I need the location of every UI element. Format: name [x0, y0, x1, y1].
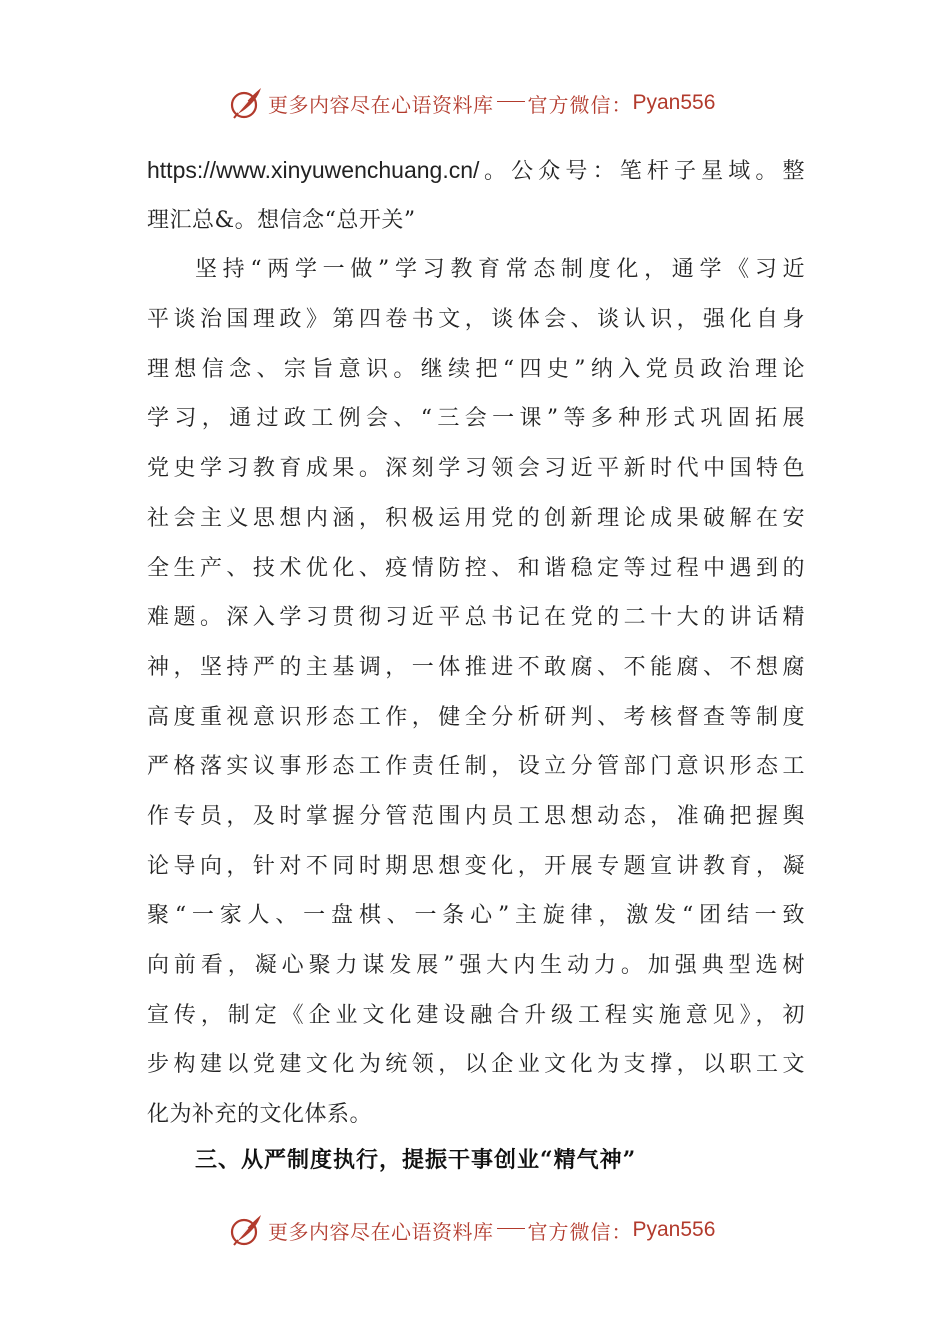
paragraph-line: 平谈治国理政》第四卷书文，谈体会、谈认识，强化自身	[147, 307, 805, 333]
intro-line-1-rest: 。公众号：笔杆子星域。整	[479, 159, 805, 184]
feather-pen-logo-icon	[228, 85, 264, 121]
paragraph-line: 难题。深入学习贯彻习近平总书记在党的二十大的讲话精	[147, 605, 805, 631]
feather-pen-logo-icon	[228, 1212, 264, 1248]
paragraph-line: 宣传，制定《企业文化建设融合升级工程实施意见》，初	[147, 1002, 805, 1028]
banner-official-label: 官方微信：	[527, 92, 633, 117]
intro-line-1	[147, 146, 805, 196]
paragraph-line: 高度重视意识形态工作，健全分析研判、考核督查等制度	[147, 704, 805, 730]
paragraph-line: 神，坚持严的主基调，一体推进不敢腐、不能腐、不想腐	[147, 654, 805, 680]
paragraph-line: 严格落实议事形态工作责任制，设立分管部门意识形态工	[147, 754, 805, 780]
banner-official-label: 官方微信：	[527, 1219, 633, 1244]
banner-wechat-id: Pyan556	[632, 91, 716, 114]
paragraph-line: 社会主义思想内涵，积极运用党的创新理论成果破解在安	[147, 505, 805, 531]
paragraph-line: 党史学习教育成果。深刻学习领会习近平新时代中国特色	[147, 456, 805, 482]
document-body	[147, 146, 805, 1140]
banner-text: 更多内容尽在心语资料库	[268, 92, 494, 117]
banner-dash	[497, 1228, 525, 1229]
paragraph-line: 理想信念、宗旨意识。继续把“四史”纳入党员政治理论	[147, 356, 805, 382]
paragraph-line: 聚“一家人、一盘棋、一条心”主旋律，激发“团结一致	[147, 903, 805, 929]
paragraph-line: 步构建以党建文化为统领，以企业文化为支撑，以职工文	[147, 1052, 805, 1078]
paragraph-line: 学习，通过政工例会、“三会一课”等多种形式巩固拓展	[147, 406, 805, 432]
footer-watermark-banner	[228, 1211, 715, 1249]
section-heading: 三、从严制度执行，提振干事创业“精气神”	[195, 1147, 637, 1173]
banner-dash	[497, 101, 525, 102]
header-watermark-banner	[228, 84, 715, 122]
paragraph-line: 向前看，凝心聚力谋发展”强大内生动力。加强典型选树	[147, 953, 805, 978]
paragraph-line: 化为补充的文化体系。	[147, 1102, 373, 1128]
banner-wechat-id: Pyan556	[632, 1218, 716, 1241]
paragraph-line: 坚持“两学一做”学习教育常态制度化，通学《习近	[195, 257, 805, 283]
source-url[interactable]: https://www.xinyuwenchuang.cn/	[147, 157, 480, 183]
paragraph-line: 全生产、技术优化、疫情防控、和谐稳定等过程中遇到的	[147, 555, 805, 581]
banner-text: 更多内容尽在心语资料库	[268, 1219, 494, 1244]
paragraph-line: 论导向，针对不同时期思想变化，开展专题宣讲教育，凝	[147, 853, 805, 879]
paragraph-line: 作专员，及时掌握分管范围内员工思想动态，准确把握舆	[147, 803, 805, 829]
intro-line-2: 理汇总&。想信念“总开关”	[147, 207, 416, 233]
